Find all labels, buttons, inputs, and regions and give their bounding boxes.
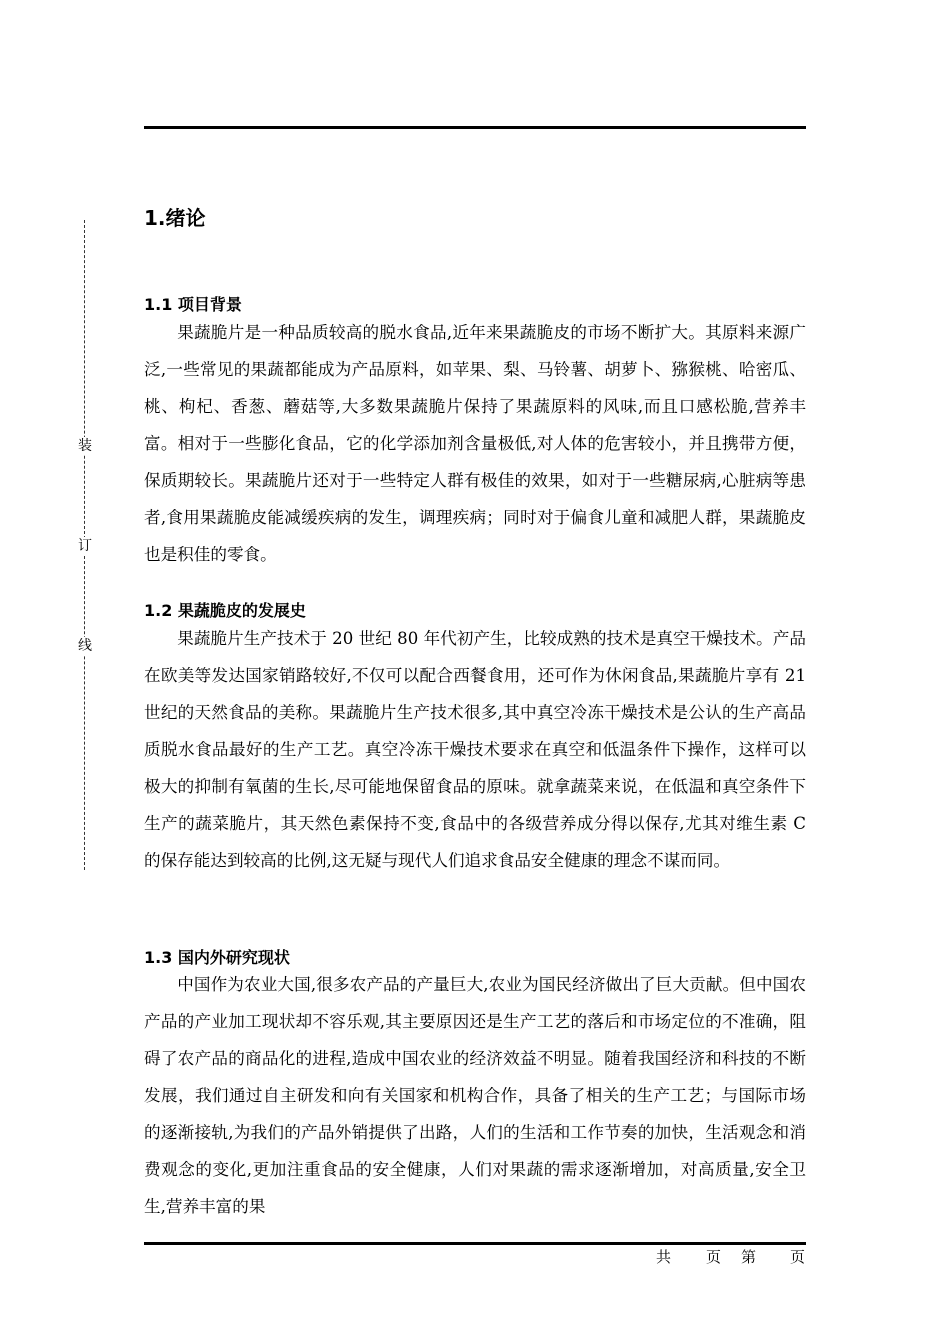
- binding-char-zhuang: 装: [78, 438, 92, 454]
- header-rule: [144, 126, 806, 129]
- section-heading-1-1: 1.1 项目背景: [144, 295, 242, 314]
- section-body-1-2: 果蔬脆片生产技术于 20 世纪 80 年代初产生，比较成熟的技术是真空干燥技术。产品在欧美等发达国家销路较好,不仅可以配合西餐食用，还可作为休闲食品,果蔬脆片享有 21 世纪的天然食品的美称。果蔬脆片生产技术很多,其中真空冷冻干燥技术是公认的生产高品质脱水食品最好的生产工艺。真空冷冻干燥技术要求在真空和低温条件下操作，这样可以极大的抑制有氧菌的生长,尽可能地保留食品的原味。就拿蔬菜来说，在低温和真空条件下生产的蔬菜脆片，其天然色素保持不变,食品中的各级营养成分得以保存,尤其对维生素 C 的保存能达到较高的比例,这无疑与现代人们追求食品安全健康的理念不谋而同。: [144, 629, 806, 870]
- footer-page-label-2: 页: [790, 1248, 806, 1266]
- footer-current-label: 第: [741, 1248, 757, 1266]
- binding-char-xian: 线: [78, 638, 92, 654]
- section-body-1-1: 果蔬脆片是一种品质较高的脱水食品,近年来果蔬脆皮的市场不断扩大。其原料来源广泛,一些常见的果蔬都能成为产品原料，如苹果、梨、马铃薯、胡萝卜、猕猴桃、哈密瓜、桃、枸杞、香葱、蘑菇等,大多数果蔬脆片保持了果蔬原料的风味,而且口感松脆,营养丰富。相对于一些膨化食品，它的化学添加剂含量极低,对人体的危害较小，并且携带方便，保质期较长。果蔬脆片还对于一些特定人群有极佳的效果，如对于一些糖尿病,心脏病等患者,食用果蔬脆皮能减缓疾病的发生，调理疾病；同时对于偏食儿童和减肥人群，果蔬脆皮也是积佳的零食。: [144, 323, 806, 564]
- footer-rule: [144, 1242, 806, 1245]
- footer-page-label: 页: [706, 1248, 722, 1266]
- section-heading-1-3: 1.3 国内外研究现状: [144, 948, 290, 967]
- binding-char-ding: 订: [78, 538, 92, 554]
- section-body-1-3: 中国作为农业大国,很多农产品的产量巨大,农业为国民经济做出了巨大贡献。但中国农产品的产业加工现状却不容乐观,其主要原因还是生产工艺的落后和市场定位的不准确，阻碍了农产品的商品化的进程,造成中国农业的经济效益不明显。随着我国经济和科技的不断发展，我们通过自主研发和向有关国家和机构合作，具备了相关的生产工艺；与国际市场的逐渐接轨,为我们的产品外销提供了出路，人们的生活和工作节奏的加快，生活观念和消费观念的变化,更加注重食品的安全健康，人们对果蔬的需求逐渐增加，对高质量,安全卫生,营养丰富的果: [144, 975, 806, 1216]
- chapter-title: 1.绪论: [144, 206, 206, 230]
- section-heading-1-2: 1.2 果蔬脆皮的发展史: [144, 601, 306, 620]
- footer-total-label: 共: [656, 1248, 672, 1266]
